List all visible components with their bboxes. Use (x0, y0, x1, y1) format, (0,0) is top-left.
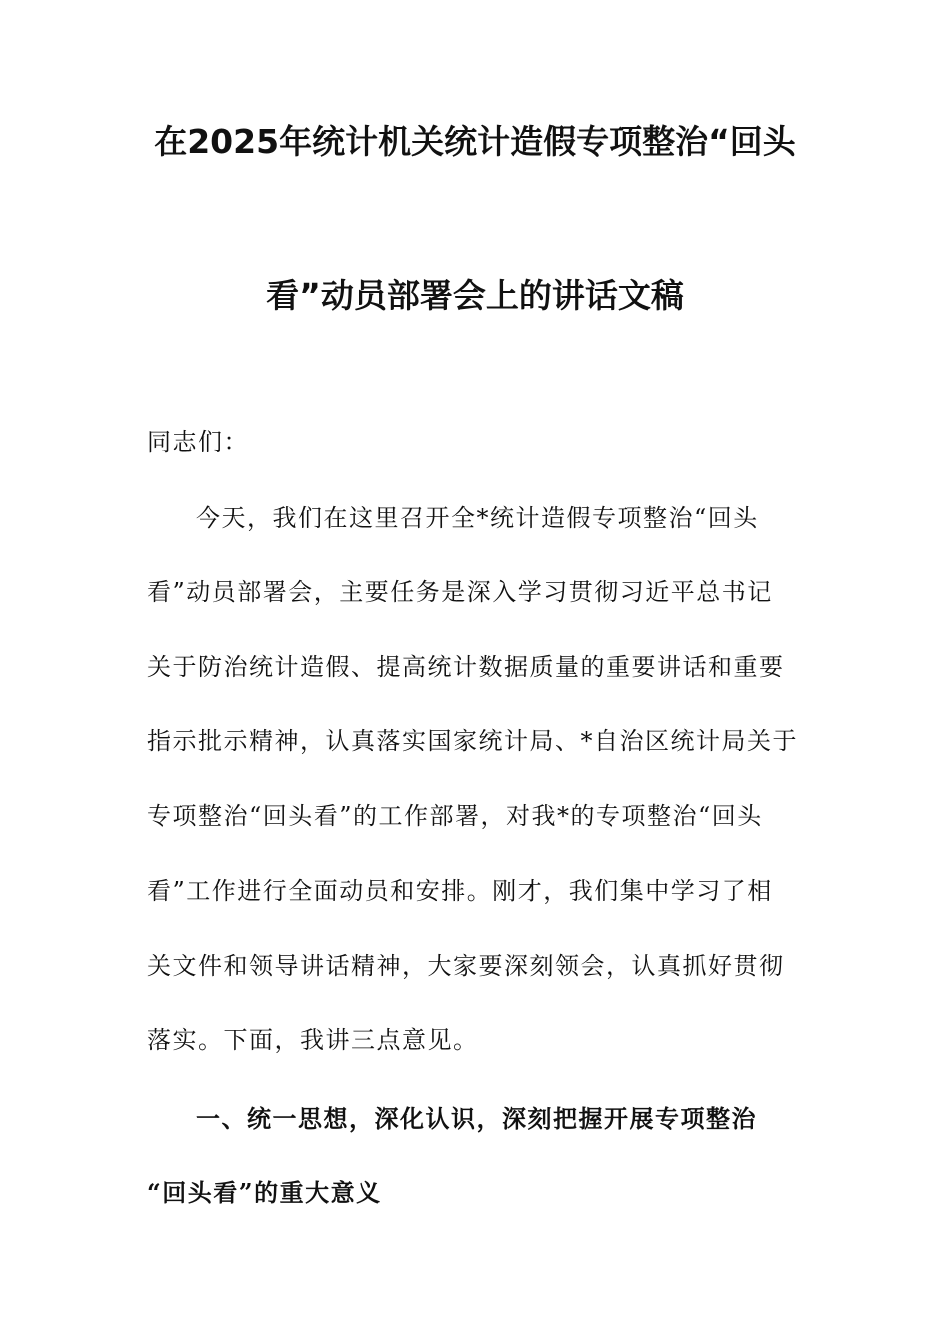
paragraph-line: 关于防治统计造假、提高统计数据质量的重要讲话和重要 (147, 653, 785, 681)
document-title-line-2: 看”动员部署会上的讲话文稿 (266, 276, 684, 315)
section-heading-line-2: “回头看”的重大意义 (147, 1178, 382, 1207)
paragraph-line: 看”动员部署会，主要任务是深入学习贯彻习近平总书记 (147, 578, 773, 606)
section-heading-line-1: 一、统一思想，深化认识，深刻把握开展专项整治 (196, 1104, 757, 1133)
paragraph-line: 指示批示精神，认真落实国家统计局、*自治区统计局关于 (147, 727, 798, 755)
paragraph-line: 专项整治“回头看”的工作部署，对我*的专项整治“回头 (147, 802, 763, 830)
paragraph-line: 今天，我们在这里召开全*统计造假专项整治“回头 (196, 504, 759, 532)
document-title-line-1: 在2025年统计机关统计造假专项整治“回头 (154, 122, 796, 161)
paragraph-line: 看”工作进行全面动员和安排。刚才，我们集中学习了相 (147, 877, 773, 905)
salutation: 同志们： (147, 428, 249, 456)
paragraph-line: 落实。下面，我讲三点意见。 (147, 1026, 479, 1054)
paragraph-line: 关文件和领导讲话精神，大家要深刻领会，认真抓好贯彻 (147, 952, 785, 980)
